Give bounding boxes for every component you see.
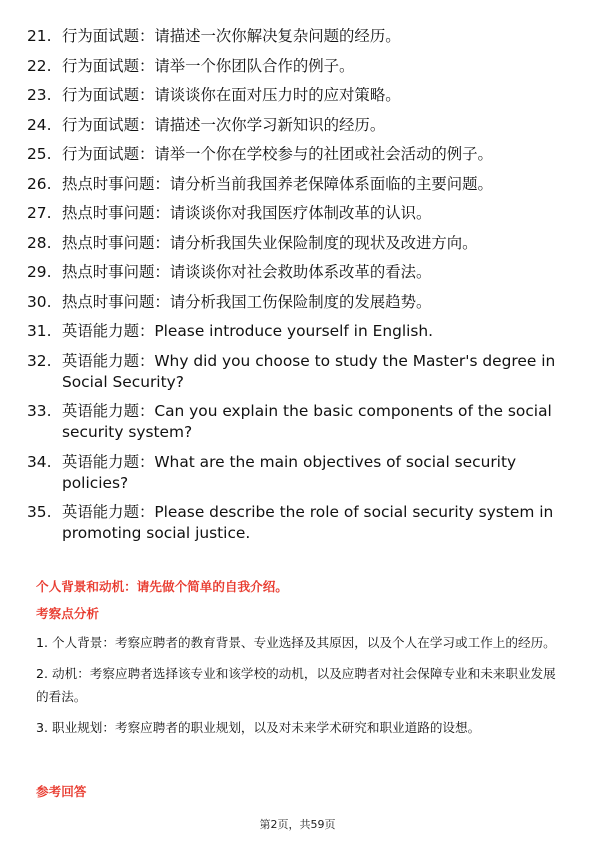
item-text: 行为面试题：请描述一次你学习新知识的经历。 [62,115,386,134]
list-item [27,351,557,393]
item-number: 21. [27,27,52,45]
item-text: 英语能力题：Can you explain the basic components of the social security system? [62,402,552,441]
list-item [27,452,557,494]
list-item [27,85,557,106]
item-text: 热点时事问题：请分析我国失业保险制度的现状及改进方向。 [62,233,478,252]
item-number: 28. [27,233,52,252]
list-item [27,144,557,165]
item-number: 33. [27,402,52,420]
item-number: 35. [27,503,52,521]
list-item [27,203,557,224]
page-footer: 第2页，共59页 [259,818,336,831]
item-number: 27. [27,204,52,222]
item-number: 31. [27,322,52,340]
item-number: 25. [27,145,52,163]
item-text: 行为面试题：请举一个你团队合作的例子。 [62,56,355,75]
question-list [27,26,557,553]
item-number: 22. [27,56,52,75]
analysis-point: 3. 职业规划：考察应聘者的职业规划，以及对未来学术研究和职业道路的设想。 [36,720,481,735]
item-number: 29. [27,263,52,281]
list-item [27,321,557,342]
list-item [27,115,557,136]
item-text: 行为面试题：请谈谈你在面对压力时的应对策略。 [62,86,401,104]
item-number: 34. [27,452,52,471]
item-text: 英语能力题：Why did you choose to study the Master's degree in Social Security? [62,351,556,391]
item-text: 热点时事问题：请分析当前我国养老保障体系面临的主要问题。 [62,174,493,193]
item-text: 英语能力题：Please describe the role of social security system in promoting social justice. [62,503,554,542]
list-item [27,174,557,195]
item-text: 热点时事问题：请谈谈你对社会救助体系改革的看法。 [62,263,432,281]
reference-answer-title: 参考回答 [36,784,87,799]
item-text: 热点时事问题：请谈谈你对我国医疗体制改革的认识。 [62,204,432,222]
item-number: 24. [27,115,52,134]
item-number: 32. [27,351,52,370]
item-text: 行为面试题：请描述一次你解决复杂问题的经历。 [62,27,401,45]
item-number: 23. [27,86,52,104]
analysis-section [36,605,561,747]
item-number: 30. [27,292,52,311]
list-item [27,502,557,544]
item-number: 26. [27,174,52,193]
item-text: 英语能力题：What are the main objectives of social security policies? [62,452,517,492]
analysis-point: 2. 动机：考察应聘者选择该专业和该学校的动机，以及应聘者对社会保障专业和未来职业发展的看法。 [36,666,556,704]
item-text: 行为面试题：请举一个你在学校参与的社团或社会活动的例子。 [62,145,493,163]
list-item [27,56,557,77]
list-item [27,26,557,47]
item-text: 热点时事问题：请分析我国工伤保险制度的发展趋势。 [62,292,432,311]
list-item [27,292,557,313]
list-item [27,233,557,254]
analysis-title: 考察点分析 [36,606,99,621]
analysis-point: 1. 个人背景：考察应聘者的教育背景、专业选择及其原因，以及个人在学习或工作上的经历。 [36,635,556,650]
list-item [27,401,557,443]
list-item [27,262,557,283]
item-text: 英语能力题：Please introduce yourself in English. [62,322,434,340]
section-heading: 个人背景和动机：请先做个简单的自我介绍。 [36,579,288,594]
